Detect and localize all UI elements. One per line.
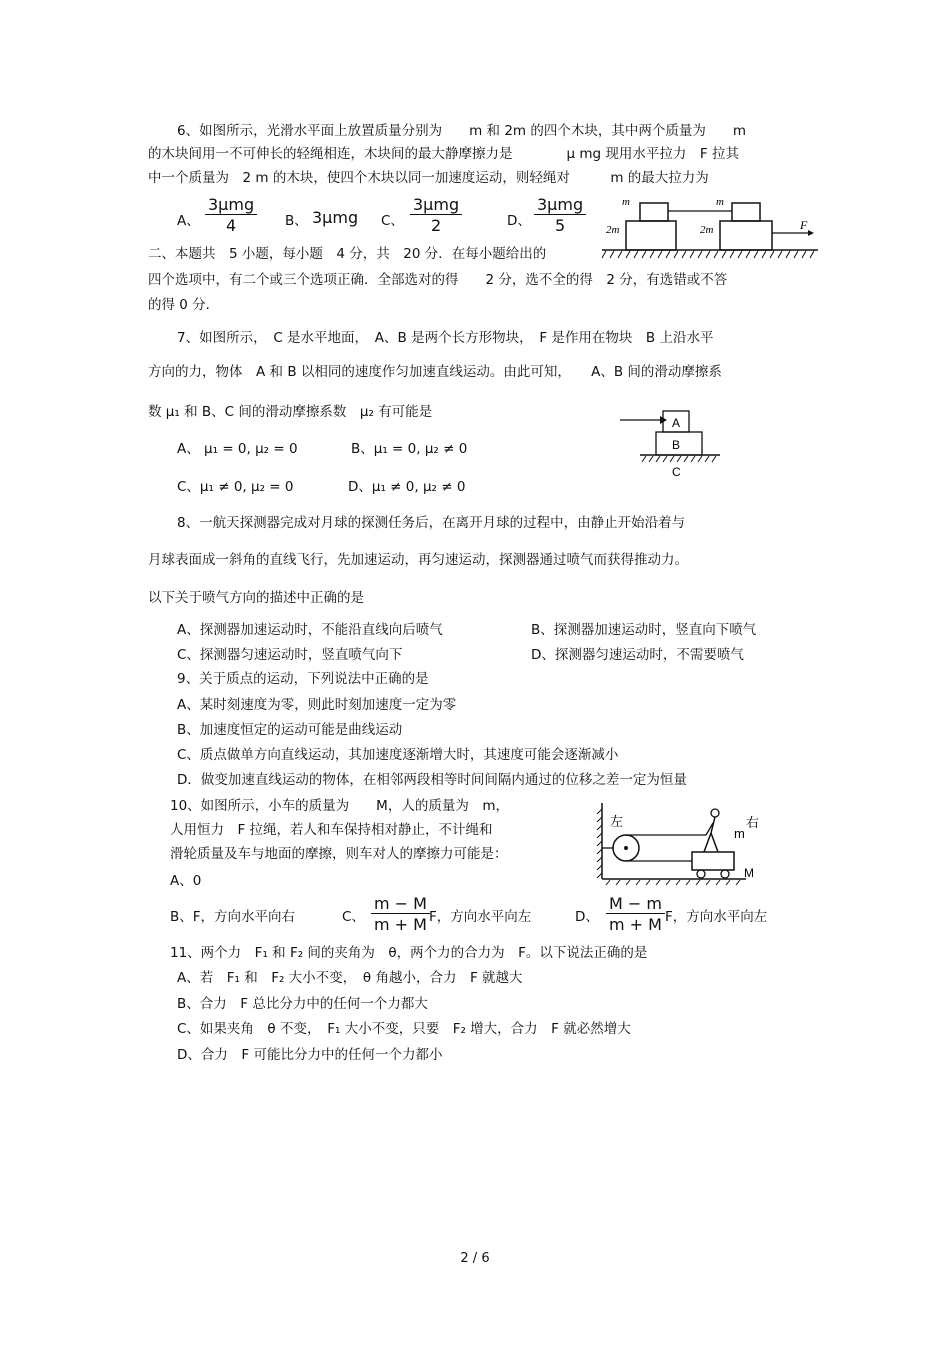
q10-option-a: A、0 xyxy=(170,873,202,889)
q6-line-2: 的木块间用一不可伸长的轻绳相连，木块间的最大静摩擦力是 μ mg 现用水平拉力 F 拉其 xyxy=(148,146,739,162)
q7-line-3: 数 μ₁ 和 B、C 间的滑动摩擦系数 μ₂ 有可能是 xyxy=(148,404,433,420)
q11-line-1: 11、两个力 F₁ 和 F₂ 间的夹角为 θ，两个力的合力为 F。以下说法正确的是 xyxy=(170,945,648,961)
q6-option-c-denominator: 2 xyxy=(430,216,442,235)
q10-option-d-label: D、 xyxy=(575,909,599,925)
q6-option-c-fraction xyxy=(410,196,462,235)
q11-option-c: C、如果夹角 θ 不变， F₁ 大小不变，只要 F₂ 增大，合力 F 就必然增大 xyxy=(177,1021,631,1037)
q6-figure-label-2m-right: 2m xyxy=(700,224,714,236)
q7-option-b: B、μ₁ = 0, μ₂ ≠ 0 xyxy=(351,441,468,457)
q10-option-d-fraction xyxy=(606,895,665,934)
q10-cart-figure xyxy=(596,801,772,885)
q11-option-d: D、合力 F 可能比分力中的任何一个力都小 xyxy=(177,1047,443,1063)
q9-option-c: C、质点做单方向直线运动，其加速度逐渐增大时，其速度可能会逐渐减小 xyxy=(177,747,619,763)
q6-option-b-label: B、 xyxy=(285,213,308,229)
q9-option-b: B、加速度恒定的运动可能是曲线运动 xyxy=(177,722,403,738)
section2-line-1: 二、本题共 5 小题，每小题 4 分，共 20 分．在每小题给出的 xyxy=(148,246,547,262)
q9-option-d: D．做变加速直线运动的物体，在相邻两段相等时间间隔内通过的位移之差一定为恒量 xyxy=(177,772,687,788)
q8-option-d: D、探测器匀速运动时，不需要喷气 xyxy=(531,647,744,663)
q7-option-a: A、 μ₁ = 0, μ₂ = 0 xyxy=(177,441,298,457)
q10-option-d-tail: F，方向水平向左 xyxy=(665,909,768,925)
q8-line-1: 8、一航天探测器完成对月球的探测任务后，在离开月球的过程中，由静止开始沿着与 xyxy=(177,515,686,531)
q8-option-c: C、探测器匀速运动时，竖直喷气向下 xyxy=(177,647,403,663)
q6-figure-label-m-right: m xyxy=(716,196,724,208)
q11-option-a: A、若 F₁ 和 F₂ 大小不变， θ 角越小，合力 F 就越大 xyxy=(177,970,523,986)
q10-line-2: 人用恒力 F 拉绳，若人和车保持相对静止，不计绳和 xyxy=(170,822,493,838)
q6-option-a-fraction xyxy=(205,196,257,235)
q6-option-d-denominator: 5 xyxy=(554,216,566,235)
q7-figure-label-a: A xyxy=(672,416,681,430)
q10-option-c-label: C、 xyxy=(342,909,365,925)
section2-line-3: 的得 0 分． xyxy=(148,297,220,313)
q8-line-2: 月球表面成一斜角的直线飞行，先加速运动，再匀速运动，探测器通过喷气而获得推动力。 xyxy=(148,552,688,568)
q10-option-d-denominator: m + M xyxy=(609,915,662,934)
q9-line-1: 9、关于质点的运动，下列说法中正确的是 xyxy=(177,671,429,687)
q10-option-d-numerator: M − m xyxy=(606,895,665,914)
q10-figure-label-big-m: M xyxy=(744,866,754,880)
q10-figure-label-left: 左 xyxy=(610,815,624,830)
q9-option-a: A、某时刻速度为零，则此时刻加速度一定为零 xyxy=(177,697,457,713)
q6-option-a-numerator: 3μmg xyxy=(205,196,257,215)
q7-figure-label-b: B xyxy=(672,438,681,452)
q6-option-d-numerator: 3μmg xyxy=(534,196,586,215)
q10-figure-label-right: 右 xyxy=(746,816,760,831)
q7-option-c: C、μ₁ ≠ 0, μ₂ = 0 xyxy=(177,479,294,495)
q10-line-3: 滑轮质量及车与地面的摩擦，则车对人的摩擦力可能是： xyxy=(170,846,508,862)
q6-option-c-label: C、 xyxy=(381,213,404,229)
q10-option-c-numerator: m − M xyxy=(371,895,430,914)
q8-line-3: 以下关于喷气方向的描述中正确的是 xyxy=(148,590,364,606)
page-number: 2 / 6 xyxy=(460,1251,490,1266)
q10-option-c-fraction xyxy=(371,895,430,934)
q6-option-d-fraction xyxy=(534,196,586,235)
q7-line-2: 方向的力，物体 A 和 B 以相同的速度作匀加速直线运动。由此可知， A、B 间的滑动摩擦系 xyxy=(148,364,722,380)
q6-figure-label-f: F xyxy=(800,218,808,232)
q6-line-1: 6、如图所示，光滑水平面上放置质量分别为 m 和 2m 的四个木块，其中两个质量为 m xyxy=(177,123,747,139)
q6-option-a-denominator: 4 xyxy=(225,216,237,235)
q10-option-c-tail: F，方向水平向左 xyxy=(429,909,532,925)
q10-option-b: B、F，方向水平向右 xyxy=(170,909,296,925)
section2-line-2: 四个选项中，有二个或三个选项正确．全部选对的得 2 分，选不全的得 2 分，有选错或不答 xyxy=(148,272,728,288)
q7-figure-label-c: C xyxy=(672,465,681,479)
q6-option-c-numerator: 3μmg xyxy=(410,196,462,215)
q7-blocks-figure xyxy=(618,404,728,480)
q6-line-3: 中一个质量为 2 m 的木块，使四个木块以同一加速度运动，则轻绳对 m 的最大拉力为 xyxy=(148,170,709,186)
q6-figure-label-m-left: m xyxy=(622,196,630,208)
q6-figure-label-2m-left: 2m xyxy=(606,224,620,236)
q6-option-b-value: 3μmg xyxy=(312,208,359,227)
q7-option-d: D、μ₁ ≠ 0, μ₂ ≠ 0 xyxy=(348,479,466,495)
q10-option-c-denominator: m + M xyxy=(374,915,427,934)
q6-option-a-label: A、 xyxy=(177,213,200,229)
q7-line-1: 7、如图所示， C 是水平地面， A、B 是两个长方形物块， F 是作用在物块 B 上沿水平 xyxy=(177,330,714,346)
q8-option-b: B、探测器加速运动时，竖直向下喷气 xyxy=(531,622,757,638)
q10-figure-label-m: m xyxy=(734,826,745,841)
q6-option-d-label: D、 xyxy=(507,213,531,229)
q11-option-b: B、合力 F 总比分力中的任何一个力都大 xyxy=(177,996,428,1012)
q8-option-a: A、探测器加速运动时，不能沿直线向后喷气 xyxy=(177,622,443,638)
q10-line-1: 10、如图所示，小车的质量为 M，人的质量为 m， xyxy=(170,798,509,814)
q6-blocks-figure xyxy=(600,193,822,263)
